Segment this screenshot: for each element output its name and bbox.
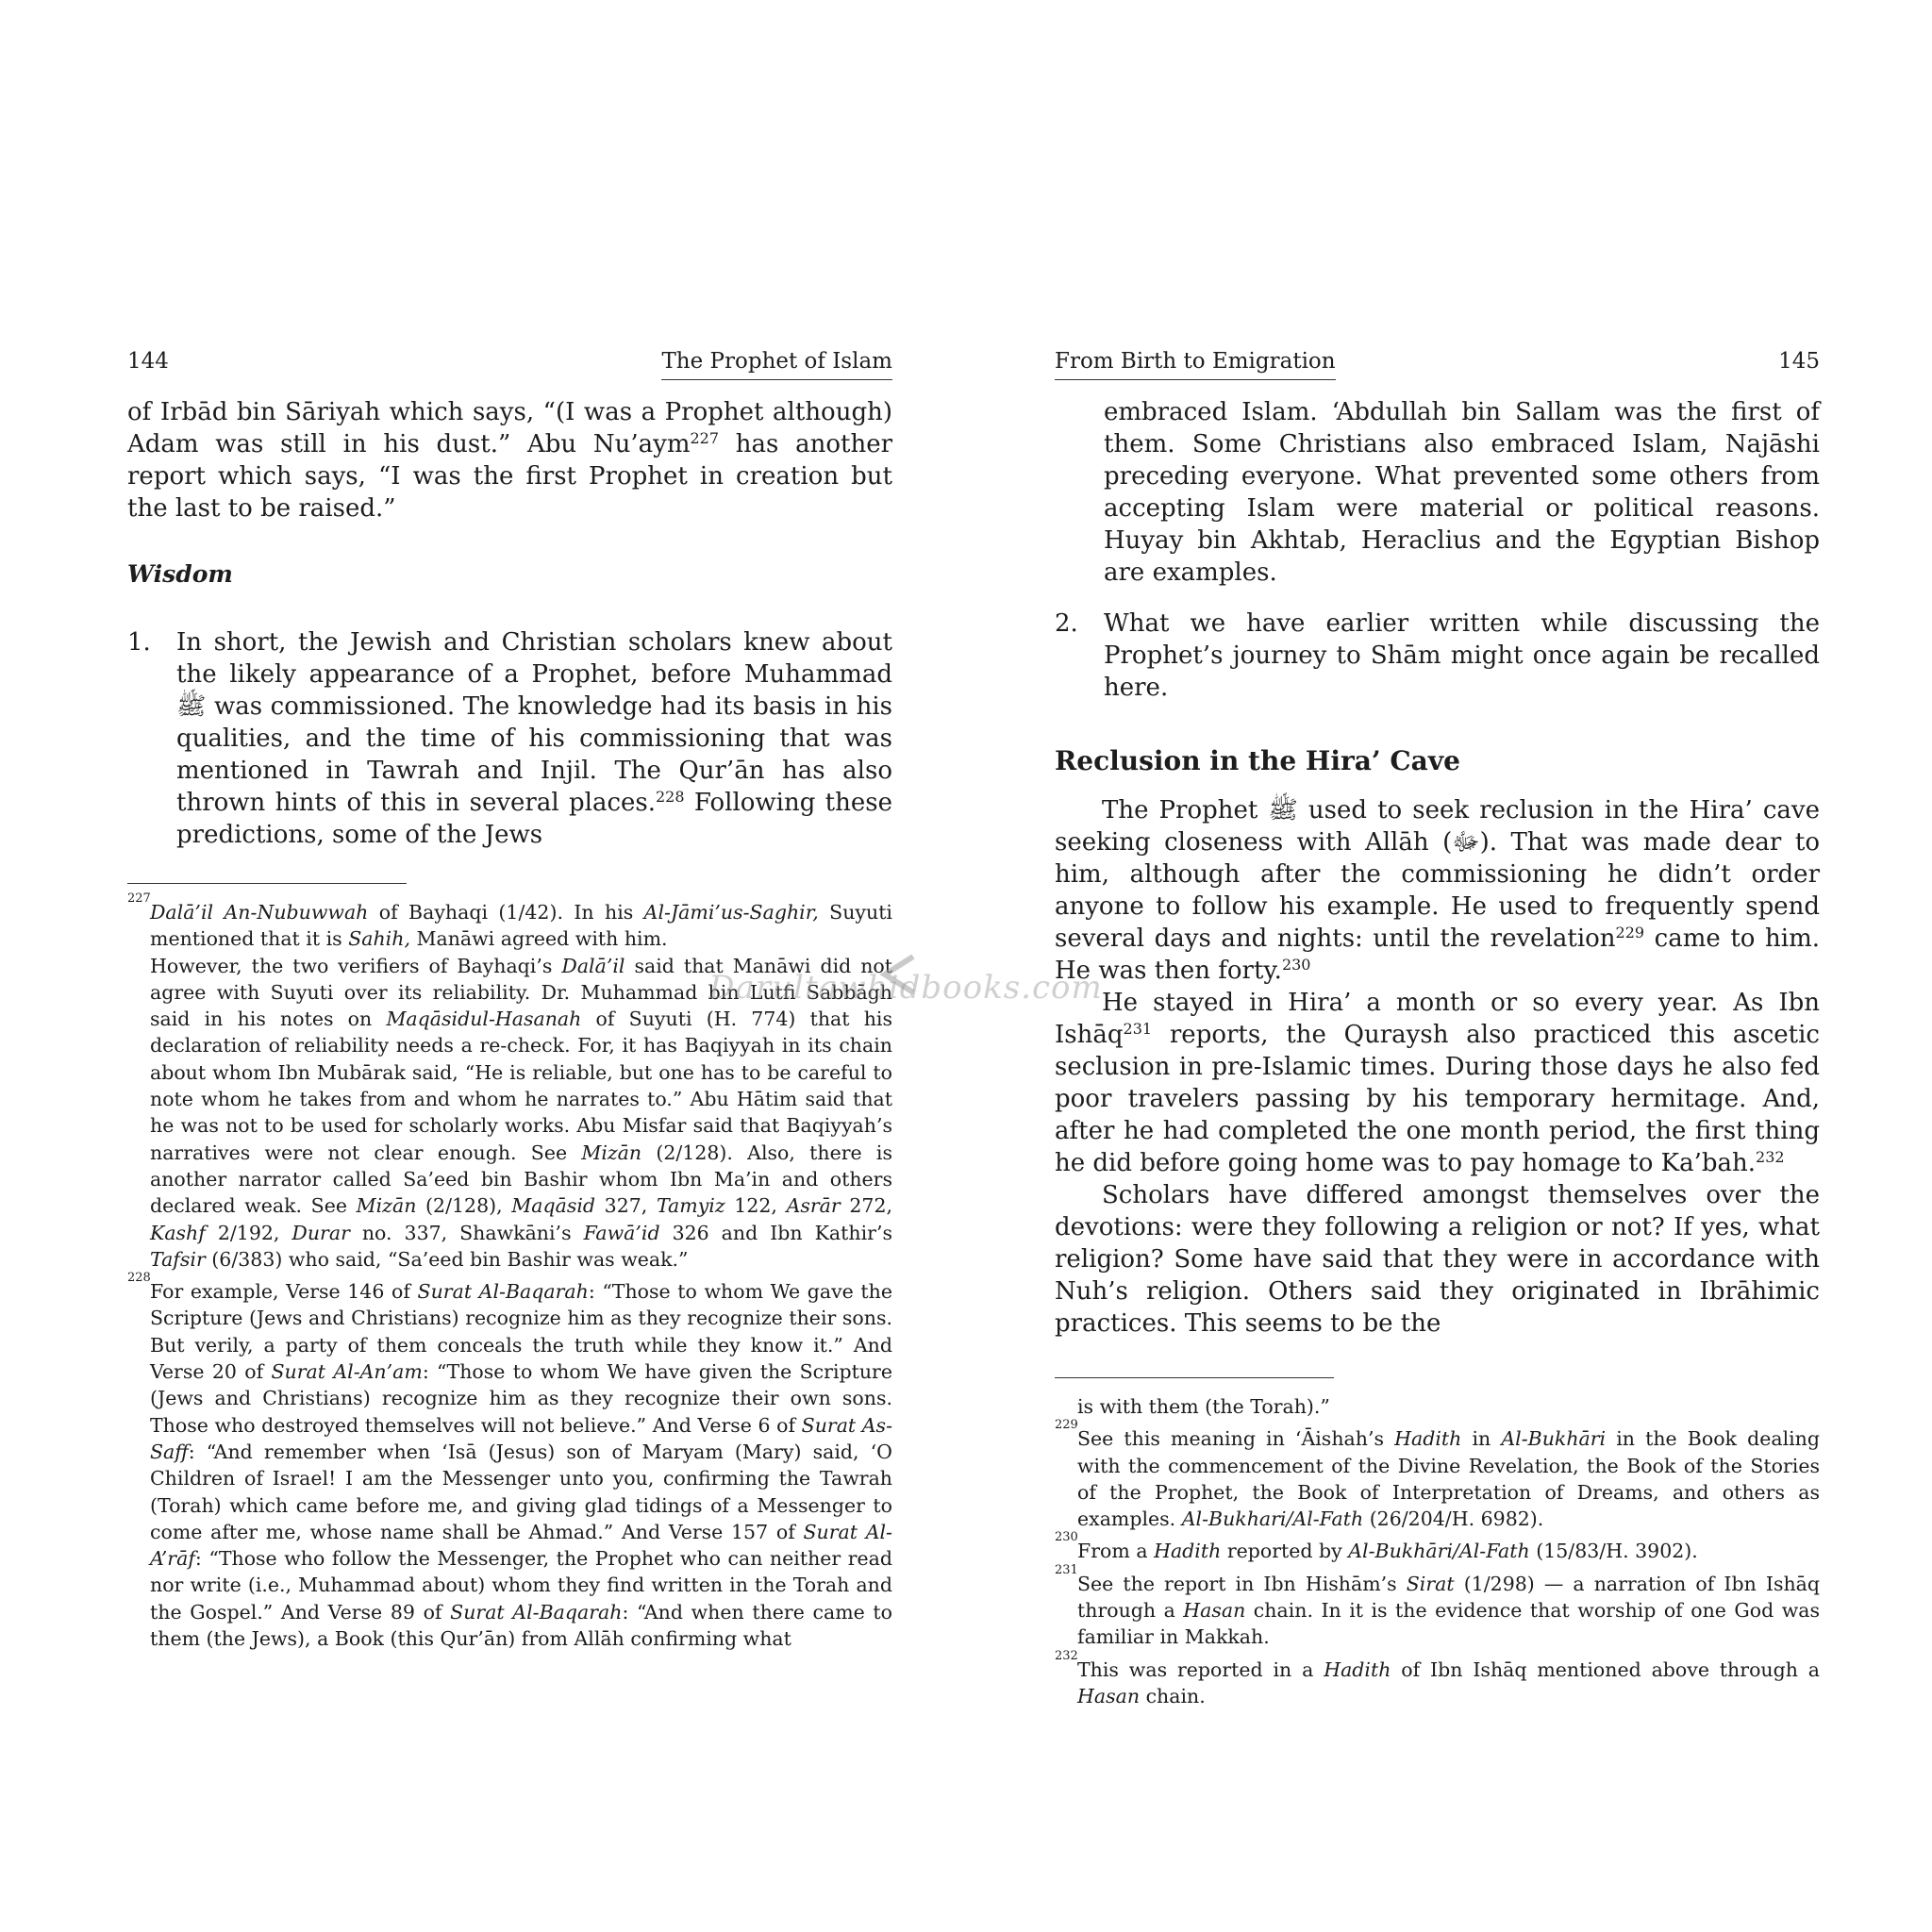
text: (1/298) — a narration of Ibn Ishāq through a	[1077, 1572, 1821, 1623]
text: 327,	[595, 1194, 657, 1218]
text: Surat Al-An’am	[271, 1360, 423, 1384]
footnote-mark: 230	[1055, 1530, 1078, 1545]
footnotes	[127, 891, 893, 1652]
text: From a	[1077, 1540, 1155, 1563]
text: (15/83/H. 3902).	[1529, 1540, 1698, 1563]
footnote-body	[1077, 1657, 1820, 1710]
list-text: What we have earlier written while discussing the Prophet’s journey to Shām might once again be recalled here.	[1104, 609, 1820, 702]
footnote-continuation: is with them (the Torah).”	[1077, 1395, 1330, 1418]
text: 2/192,	[205, 1221, 292, 1244]
footnote-230	[1055, 1530, 1820, 1564]
text: Tamyiz	[656, 1194, 725, 1218]
footnote-body	[150, 899, 892, 953]
text: Hadith	[1394, 1427, 1462, 1451]
text: (2/128),	[416, 1194, 512, 1218]
text: 326 and Ibn Kathir’s	[659, 1221, 892, 1244]
text: Mizān	[581, 1141, 642, 1164]
footnote-body	[1077, 1571, 1820, 1651]
text: of Bayhaqi (1/42). In his	[368, 901, 644, 924]
text: Hadith	[1154, 1540, 1222, 1563]
text: reported by	[1221, 1540, 1349, 1563]
footnote-228	[127, 1271, 892, 1652]
footnote-ref: 230	[1281, 956, 1311, 974]
paragraph	[127, 396, 892, 525]
text: However, the two verifiers of Bayhaqi’s	[150, 954, 562, 977]
text: (2/128). Also, there is another narrator called Sa’eed bin Bashir whom Ibn Ma’in and others declared weak. See	[150, 1141, 892, 1218]
text: of Ibn Ishāq mentioned above through a	[1391, 1657, 1821, 1681]
list-indent	[1055, 396, 1104, 589]
watermark: Darultawhidbooks.com	[708, 969, 1103, 1007]
text: Al-Bukhāri/Al-Fath	[1348, 1540, 1530, 1563]
text: Suyuti mentioned that it is	[150, 901, 892, 951]
footnotes	[1055, 1393, 1820, 1709]
text: Durar	[291, 1221, 350, 1244]
text: Maqāsid	[511, 1194, 596, 1218]
text: Surat Al-A’rāf	[150, 1520, 892, 1571]
text: Following these predictions, some of the Jews	[176, 789, 892, 849]
footnote-ref: 232	[1756, 1148, 1785, 1166]
text: The Prophet ﷺ used to seek reclusion in the Hira’ cave seeking closeness with Allāh (ﷻ). That was made dear to him, although after the commissioning he didn’t order anyone to follow his example. He used to frequently spend several days and nights: until the revelation	[1055, 796, 1820, 953]
text: in the Book dealing with the commencement of the Divine Revelation, the Book of the Stories of the Prophet, the Book of Interpretation of Dreams, and others as examples.	[1077, 1427, 1821, 1531]
text: Mizān	[356, 1194, 417, 1218]
text: Al-Jāmi’us-Saghir,	[643, 901, 819, 924]
page-number: 145	[1778, 349, 1820, 374]
text: Sirat	[1406, 1572, 1455, 1595]
text: Al-Bukhari/Al-Fath	[1181, 1507, 1364, 1531]
footnote-mark: 229	[1055, 1418, 1078, 1433]
text: Surat Al-Baqarah	[450, 1600, 623, 1624]
right-body-text	[1055, 396, 1820, 1340]
footnote-body	[1077, 1425, 1820, 1532]
text: Hasan	[1183, 1599, 1246, 1623]
left-body-text	[127, 396, 892, 851]
list-number: 2.	[1055, 609, 1078, 638]
text: Surat Al-Baqarah	[417, 1280, 589, 1304]
text: reports, the Quraysh also practiced this ascetic seclusion in pre-Islamic times. During those days he also fed poor travelers passing by his temporary hermitage. And, after he had completed the one month period, the first thing he did before going home was to pay homage to Ka’bah.	[1055, 1021, 1820, 1177]
text: Al-Bukhāri	[1501, 1427, 1607, 1451]
list-item	[127, 626, 892, 851]
paragraph	[1055, 987, 1820, 1179]
text: said that Manāwi did not agree with Suyuti over its reliability. Dr. Muhammad bin Lutfi Sabbāgh said in his notes on	[150, 954, 893, 1031]
text: (6/383) who said, “Sa’eed bin Bashir was weak.”	[205, 1247, 689, 1271]
text: 122,	[724, 1194, 787, 1218]
list-text: embraced Islam. ‘Abdullah bin Sallam was the first of them. Some Christians also embraced Islam, Najāshi preceding everyone. What prevented some others from accepting Islam were material or political reasons. Huyay bin Akhtab, Heraclius and the Egyptian Bishop are examples.	[1104, 398, 1820, 587]
text: Kashf	[150, 1221, 206, 1244]
text: came to him. He was then forty.	[1055, 924, 1820, 985]
text: (26/204/H. 6982).	[1363, 1507, 1544, 1531]
footnote-divider	[1055, 1377, 1334, 1378]
footnote-ref: 231	[1123, 1020, 1153, 1038]
running-head: From Birth to Emigration	[1055, 349, 1336, 380]
text: Fawā’id	[583, 1221, 660, 1244]
text: of Irbād bin Sāriyah which says, “(I was a Prophet although) Adam was still in his dust.” Abu Nu’aym	[127, 398, 892, 458]
text: in	[1461, 1427, 1502, 1451]
text: Hadith	[1324, 1657, 1391, 1681]
footnote-mark: 228	[127, 1271, 151, 1286]
footnote-ref: 228	[656, 788, 685, 806]
footnote-ref: 229	[1615, 924, 1645, 941]
text: Surat As-Saff	[150, 1413, 892, 1463]
section-heading: Wisdom	[127, 560, 233, 588]
text: Tafsir	[150, 1247, 206, 1271]
text: Manāwi agreed with him.	[409, 927, 668, 951]
footnote-mark: 231	[1055, 1562, 1078, 1577]
text: chain.	[1140, 1684, 1206, 1707]
paragraph	[1055, 794, 1820, 987]
text: Maqāsidul-Hasanah	[386, 1008, 582, 1031]
text: See the report in Ibn Hishām’s	[1077, 1572, 1407, 1595]
list-item-continuation	[1055, 396, 1820, 589]
text: This was reported in a	[1077, 1657, 1324, 1681]
footnote-227	[127, 891, 892, 953]
footnote-229	[1055, 1418, 1821, 1532]
text: of Suyuti (H. 774) that his declaration of reliability needs a re-check. For, it has Baqiyyah in its chain about whom Ibn Mubārak said, “He is reliable, but one has to be careful to note whom he takes from and whom he narrates to.” Abu Hātim said that he was not to be used for scholarly works. Abu Misfar said that Baqiyyah’s narratives were not clear enough. See	[150, 1008, 892, 1164]
text: Sahih,	[348, 927, 410, 951]
text: For example, Verse 146 of	[150, 1280, 418, 1304]
text: In short, the Jewish and Christian scholars knew about the likely appearance of a Prophet, before Muhammad ﷺ was commissioned. The knowledge had its basis in his qualities, and the time of his commissioning that was mentioned in Tawrah and Injil. The Qur’ān has also thrown hints of this in several places.	[176, 628, 892, 817]
text: : “Those who follow the Messenger, the Prophet who can neither read nor write (i.e., Muhammad about) whom they find written in the Torah and the Gospel.” And Verse 89 of	[150, 1547, 892, 1624]
running-head: The Prophet of Islam	[661, 349, 892, 380]
text: 272,	[840, 1194, 892, 1218]
footnote-mark: 232	[1055, 1648, 1078, 1663]
paragraph: Scholars have differed amongst themselves over the devotions: were they following a religion or not? If yes, what religion? Some have said that they were in accordance with Nuh’s religion. Others said they originated in Ibrāhimic practices. This seems to be the	[1055, 1181, 1820, 1338]
footnote-232	[1055, 1648, 1821, 1710]
text: : “Those to whom We have given the Scripture (Jews and Christians) recognize him as they recognize their own sons. Those who destroyed themselves will not believe.” And Verse 6 of	[150, 1360, 892, 1437]
section-heading: Reclusion in the Hira’ Cave	[1055, 745, 1460, 776]
text: Asrār	[786, 1194, 841, 1218]
footnote-mark: 227	[127, 891, 151, 906]
right-page-header	[1055, 340, 1820, 383]
text: : “And when there came to them (the Jews), a Book (this Qur’ān) from Allāh confirming what	[150, 1600, 892, 1651]
text: : “And remember when ‘Isā (Jesus) son of Maryam (Mary) said, ‘O Children of Israel! I am the Messenger unto you, confirming the Tawrah (Torah) which came before me, and giving glad tidings of a Messenger to come after me, whose name shall be Ahmad.” And Verse 157 of	[150, 1440, 892, 1543]
text: Dalā’il An-Nubuwwah	[150, 901, 369, 924]
text: See this meaning in ‘Āishah’s	[1077, 1427, 1395, 1451]
text: Hasan	[1077, 1684, 1141, 1707]
text: Dalā’il	[561, 954, 625, 977]
text: : “Those to whom We gave the Scripture (Jews and Christians) recognize him as they recognize their sons. But verily, a party of them conceals the truth while they know it.” And Verse 20 of	[150, 1280, 892, 1384]
footnote-body	[1077, 1538, 1820, 1564]
page-number: 144	[127, 349, 169, 374]
footnote-231	[1055, 1562, 1821, 1651]
footnote-body	[150, 1278, 892, 1652]
text: He stayed in Hira’ a month or so every year. As Ibn Ishāq	[1055, 989, 1820, 1049]
list-text	[176, 626, 892, 851]
footnote-divider	[127, 883, 407, 884]
text: has another report which says, “I was the first Prophet in creation but the last to be raised.”	[127, 430, 893, 523]
text: no. 337, Shawkāni’s	[349, 1221, 584, 1244]
footnote-ref: 227	[690, 429, 720, 447]
list-item	[1055, 608, 1820, 704]
text: chain. In it is the evidence that worship of one God was familiar in Makkah.	[1077, 1599, 1820, 1649]
list-number: 1.	[127, 628, 151, 657]
left-page-header	[127, 340, 892, 383]
right-page	[1055, 340, 1820, 1709]
